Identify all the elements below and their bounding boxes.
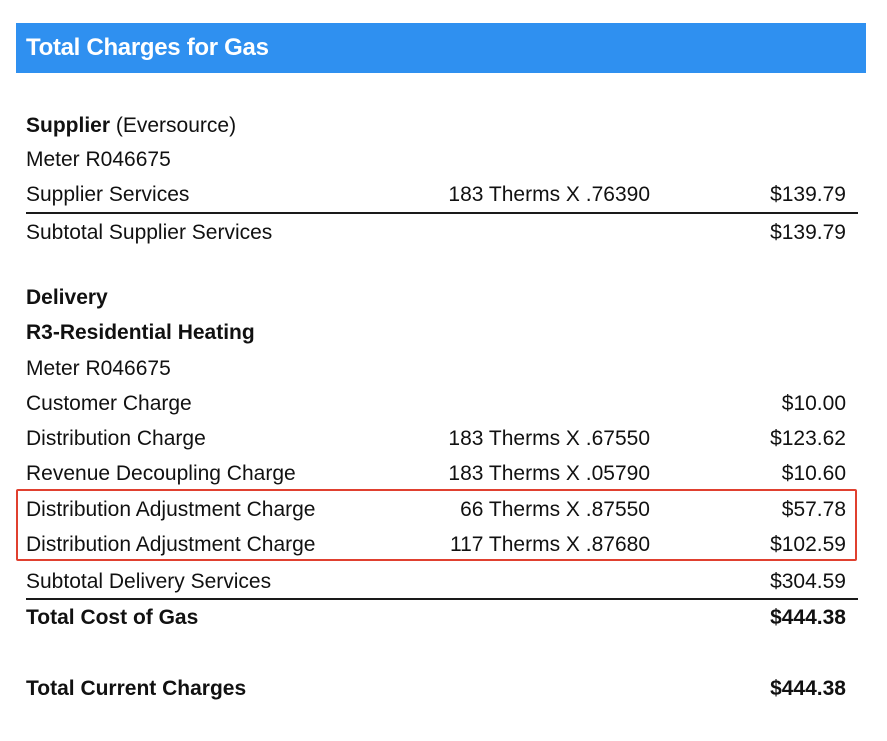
supplier-heading: Supplier (26, 114, 111, 137)
table-row (26, 392, 846, 422)
delivery-rate-row (26, 321, 846, 351)
section-title: Total Charges for Gas (26, 34, 269, 61)
total-current-label: Total Current Charges (26, 677, 247, 700)
table-row (26, 427, 846, 457)
table-row (26, 462, 846, 492)
supplier-heading-row (26, 114, 846, 144)
delivery-meter-row (26, 357, 846, 387)
section-header-banner (16, 23, 866, 73)
total-current-amount: $444.38 (770, 677, 846, 700)
line-label: Distribution Adjustment Charge (26, 498, 316, 521)
line-calc: 183 Therms X .05790 (448, 462, 650, 485)
divider (26, 212, 858, 214)
line-label: Customer Charge (26, 392, 192, 415)
line-amount: $10.60 (781, 462, 846, 485)
line-label: Revenue Decoupling Charge (26, 462, 296, 485)
total-current-row (26, 677, 846, 707)
delivery-heading: Delivery (26, 286, 108, 309)
table-row (26, 533, 846, 563)
delivery-meter: Meter R046675 (26, 357, 171, 380)
delivery-subtotal-row (26, 570, 846, 600)
line-label: Distribution Adjustment Charge (26, 533, 316, 556)
supplier-services-row (26, 183, 846, 213)
supplier-subtotal-row (26, 221, 846, 251)
supplier-meter: Meter R046675 (26, 148, 171, 171)
total-cost-label: Total Cost of Gas (26, 606, 199, 629)
total-cost-amount: $444.38 (770, 606, 846, 629)
line-calc: 66 Therms X .87550 (460, 498, 650, 521)
line-label: Supplier Services (26, 183, 190, 206)
delivery-heading-row (26, 286, 846, 316)
subtotal-amount: $139.79 (770, 221, 846, 244)
line-calc: 183 Therms X .76390 (448, 183, 650, 206)
line-amount: $139.79 (770, 183, 846, 206)
line-amount: $102.59 (770, 533, 846, 556)
line-calc: 183 Therms X .67550 (448, 427, 650, 450)
subtotal-amount: $304.59 (770, 570, 846, 593)
subtotal-label: Subtotal Delivery Services (26, 570, 272, 593)
subtotal-label: Subtotal Supplier Services (26, 221, 273, 244)
divider (26, 598, 858, 600)
supplier-meter-row (26, 148, 846, 178)
table-row (26, 498, 846, 528)
line-label: Distribution Charge (26, 427, 206, 450)
supplier-name: (Eversource) (115, 114, 237, 137)
line-amount: $123.62 (770, 427, 846, 450)
total-cost-row (26, 606, 846, 636)
rate-class: R3-Residential Heating (26, 321, 255, 344)
line-amount: $10.00 (781, 392, 846, 415)
line-calc: 117 Therms X .87680 (449, 533, 650, 556)
line-amount: $57.78 (781, 498, 846, 521)
